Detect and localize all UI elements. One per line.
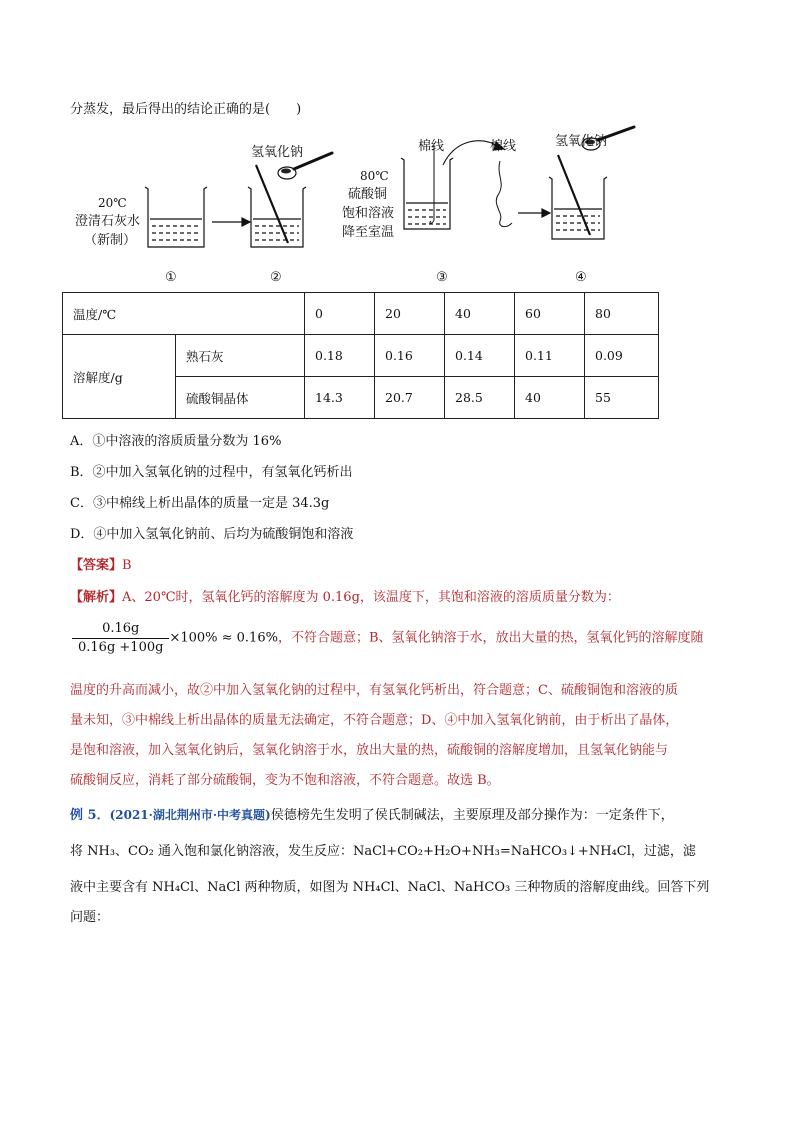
cotton-label-2: 棉线 — [490, 139, 517, 154]
arrow-1 — [212, 218, 250, 226]
beaker1-temp: 20℃ — [98, 196, 127, 210]
analysis-label: 【解析】 — [70, 590, 123, 605]
cotton-thread — [496, 161, 512, 227]
table-cell: 0.09 — [585, 335, 659, 377]
cotton-label-1: 棉线 — [418, 139, 445, 154]
example-text: 侯德榜先生发明了侯氏制碱法，主要原理及部分操作为：一定条件下， — [270, 808, 674, 823]
option-d: D．④中加入氢氧化钠前、后均为硫酸铜饱和溶液 — [70, 527, 354, 542]
arrow-2 — [518, 209, 550, 217]
table-cell: 20 — [375, 293, 445, 335]
fraction — [72, 620, 169, 657]
fraction-tail: ×100% ≈ 0.16% — [169, 630, 278, 646]
answer-value: B — [122, 558, 132, 573]
naoh-label-2: 氢氧化钠 — [555, 134, 608, 149]
answer — [70, 556, 132, 576]
example-text: 将 NH₃、CO₂ 通入饱和氯化钠溶液，发生反应： — [70, 844, 354, 859]
substance-name: 熟石灰 — [176, 335, 305, 377]
analysis-line-5: 是饱和溶液，加入氢氧化钠后，氢氧化钠溶于水，放出大量的热，硫酸铜的溶解度增加，且氢氧化钠能与 — [70, 743, 669, 758]
temp-header: 温度/℃ — [63, 293, 305, 335]
beaker1-desc: 澄清石灰水 — [75, 214, 141, 229]
beaker1-note: （新制） — [84, 233, 137, 248]
beaker3-line2: 饱和溶液 — [342, 206, 395, 221]
beaker3-line1: 硫酸铜 — [348, 187, 388, 202]
table-cell: 0.11 — [515, 335, 585, 377]
example-source: (2021·湖北荆州市·中考真题) — [109, 808, 271, 822]
mark-2: ② — [270, 270, 282, 285]
glass-rod-spoon-2 — [256, 153, 332, 243]
table-cell: 28.5 — [445, 377, 515, 419]
solubility-header: 溶解度/g — [63, 335, 176, 419]
analysis-line-2 — [72, 620, 704, 657]
fraction-numerator: 0.16g — [72, 620, 169, 639]
table-cell: 80 — [585, 293, 659, 335]
beaker-4 — [549, 177, 607, 239]
example-label: 例 5． — [70, 808, 110, 823]
table-cell: 40 — [515, 377, 585, 419]
table-cell: 0.16 — [375, 335, 445, 377]
reaction-equation: NaCl+CO₂+H₂O+NH₃=NaHCO₃↓+NH₄Cl — [353, 844, 631, 859]
example5-line-1 — [70, 805, 674, 826]
table-cell: 0.18 — [305, 335, 375, 377]
option-b: B．②中加入氢氧化钠的过程中，有氢氧化钙析出 — [70, 465, 353, 480]
naoh-label-1: 氢氧化钠 — [251, 145, 304, 160]
table-row — [63, 335, 659, 377]
mark-1: ① — [165, 270, 177, 285]
table-cell: 0 — [305, 293, 375, 335]
beaker-3 — [401, 145, 453, 229]
analysis-line-3: 温度的升高而减小，故②中加入氢氧化钠的过程中，有氢氧化钙析出，符合题意；C、硫酸铜饱和溶液的质 — [70, 683, 678, 698]
beaker-1 — [145, 187, 207, 247]
substance-name: 硫酸铜晶体 — [176, 377, 305, 419]
table-cell: 60 — [515, 293, 585, 335]
table-cell: 14.3 — [305, 377, 375, 419]
mark-3: ③ — [436, 270, 448, 285]
solubility-table — [62, 292, 659, 419]
example5-line-2 — [70, 842, 696, 862]
question-stem: 分蒸发，最后得出的结论正确的是( ) — [70, 102, 302, 117]
option-c: C．③中棉线上析出晶体的质量一定是 34.3g — [70, 496, 330, 511]
analysis-text: A、20℃时，氢氧化钙的溶解度为 0.16g，该温度下，其饱和溶液的溶质质量分数为： — [122, 590, 620, 605]
beaker3-temp: 80℃ — [360, 169, 389, 183]
beaker3-line3: 降至室温 — [342, 225, 395, 240]
mark-4: ④ — [575, 270, 587, 285]
table-cell: 55 — [585, 377, 659, 419]
option-a: A．①中溶液的溶质质量分数为 16% — [70, 434, 282, 449]
answer-label: 【答案】 — [70, 558, 123, 573]
analysis-line-1 — [70, 588, 620, 608]
example5-line-4: 问题： — [70, 910, 110, 925]
analysis-line-6: 硫酸铜反应，消耗了部分硫酸铜，变为不饱和溶液，不符合题意。故选 B。 — [70, 773, 500, 788]
table-cell: 20.7 — [375, 377, 445, 419]
table-cell: 40 — [445, 293, 515, 335]
example5-line-3: 液中主要含有 NH₄Cl、NaCl 两种物质，如图为 NH₄Cl、NaCl、NaHCO₃ 三种物质的溶解度曲线。回答下列 — [70, 880, 710, 895]
analysis-text: ，不符合题意；B、氢氧化钠溶于水，放出大量的热，氢氧化钙的溶解度随 — [277, 630, 704, 646]
table-cell: 0.14 — [445, 335, 515, 377]
analysis-line-4: 量未知，③中棉线上析出晶体的质量无法确定，不符合题意；D、④中加入氢氧化钠前，由于析出了晶体， — [70, 713, 679, 728]
table-row — [63, 293, 659, 335]
example-text: ，过滤，滤 — [630, 844, 696, 859]
fraction-denominator: 0.16g +100g — [78, 640, 164, 655]
